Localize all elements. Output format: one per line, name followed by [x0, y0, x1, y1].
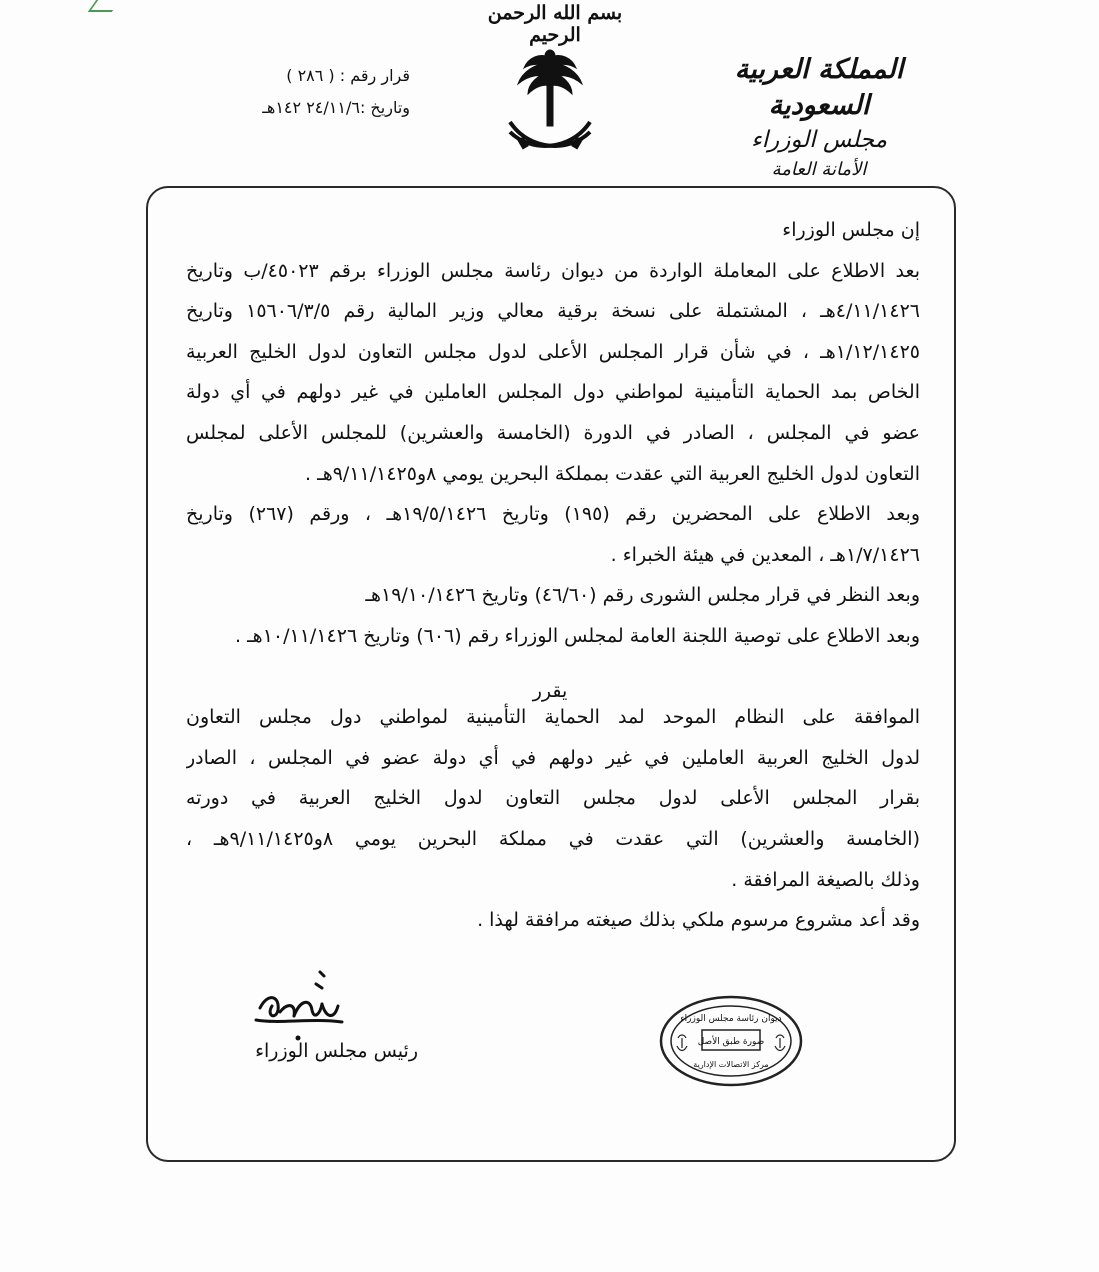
signer-title: رئيس مجلس الوزراء	[255, 1040, 418, 1062]
body-line: ١/١٢/١٤٢٥هـ ، في شأن قرار المجلس الأعلى لدول مجلس التعاون لدول الخليج العربية	[186, 340, 920, 363]
stamp-middle-text: صورة طبق الأصل	[697, 1037, 765, 1047]
body-line: ١/٧/١٤٢٦هـ ، المعدين في هيئة الخبراء .	[610, 543, 920, 566]
council-name: مجلس الوزراء	[750, 127, 888, 153]
decision-line: بقرار المجلس الأعلى لدول مجلس التعاون لدول الخليج العربية في دورته	[186, 787, 920, 810]
decision-number: قرار رقم : ( ٢٨٦ )	[286, 66, 410, 85]
letterhead	[689, 52, 949, 184]
body-line: وبعد الاطلاع على المحضرين رقم (١٩٥) وتاريخ ١٩/٥/١٤٢٦هـ ، ورقم (٢٦٧) وتاريخ	[186, 503, 920, 526]
decision-body	[186, 210, 920, 941]
official-stamp	[658, 994, 804, 1088]
secretariat-name: الأمانة العامة	[771, 159, 867, 180]
stamp-bottom-text: مركز الاتصالات الإدارية	[693, 1060, 769, 1069]
body-line: إن مجلس الوزراء	[782, 219, 920, 241]
saudi-emblem-icon	[500, 48, 600, 160]
body-line: بعد الاطلاع على المعاملة الواردة من ديوان رئاسة مجلس الوزراء برقم ٤٥٠٢٣/ب وتاريخ	[186, 259, 920, 282]
body-line: عضو في المجلس ، الصادر في الدورة (الخامسة والعشرين) للمجلس الأعلى لمجلس	[186, 421, 920, 444]
decision-line: لدول الخليج العربية العاملين في غير دولهم في أي دولة عضو في المجلس ، الصادر	[186, 746, 920, 769]
body-line: ٤/١١/١٤٢٦هـ ، المشتملة على نسخة برقية معالي وزير المالية رقم ١٥٦٠٦/٣/٥ وتاريخ	[186, 300, 920, 323]
basmala: بسم الله الرحمن الرحيم	[487, 2, 623, 46]
body-line: وبعد الاطلاع على توصية اللجنة العامة لمجلس الوزراء رقم (٦٠٦) وتاريخ ١٠/١١/١٤٢٦هـ .	[235, 624, 920, 647]
decision-line: وقد أعد مشروع مرسوم ملكي بذلك صيغته مرافقة لهذا .	[477, 909, 920, 932]
decides-heading: يقرر	[532, 680, 568, 702]
body-line: الخاص بمد الحماية التأمينية لمواطني دول المجلس العاملين في غير دولهم في أي دولة	[186, 381, 920, 404]
signature-icon	[250, 962, 360, 1042]
decision-line: (الخامسة والعشرين) التي عقدت في مملكة البحرين يومي ٨و٩/١١/١٤٢٥هـ ،	[186, 827, 920, 850]
body-line: وبعد النظر في قرار مجلس الشورى رقم (٤٦/٦٠) وتاريخ ١٩/١٠/١٤٢٦هـ	[365, 584, 920, 607]
kingdom-name: المملكة العربية السعودية	[734, 54, 904, 121]
body-line: التعاون لدول الخليج العربية التي عقدت بمملكة البحرين يومي ٨و٩/١١/١٤٢٥هـ .	[305, 462, 920, 485]
decision-line: الموافقة على النظام الموحد لمد الحماية التأمينية لمواطني دول مجلس التعاون	[186, 706, 920, 729]
decision-reference	[190, 60, 410, 124]
decision-line: وذلك بالصيغة المرافقة .	[731, 868, 920, 891]
stamp-top-text: ديوان رئاسة مجلس الوزراء	[680, 1014, 782, 1024]
decision-date: وتاريخ :٢٤/١١/٦ ١٤٢هـ	[262, 98, 410, 117]
corner-mark	[88, 0, 120, 12]
